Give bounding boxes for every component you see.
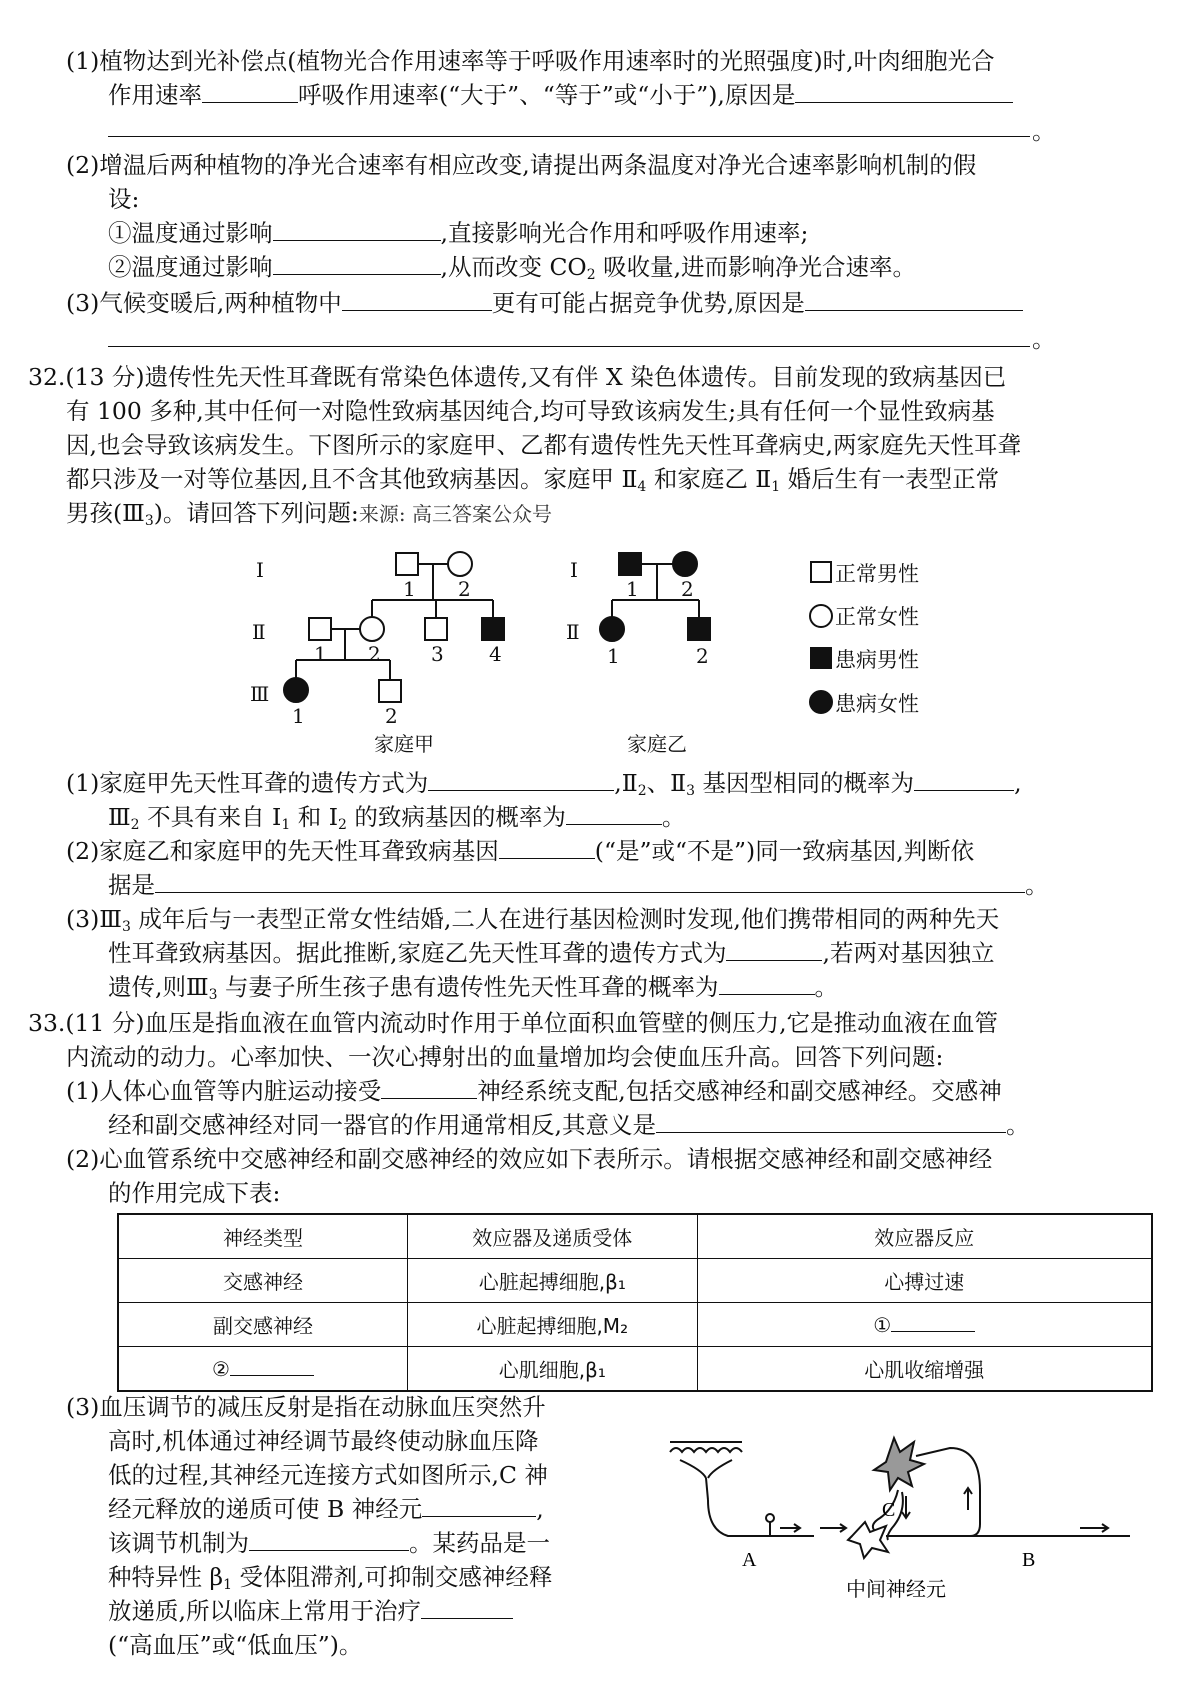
arrow-a2 xyxy=(820,1524,846,1532)
answer-blank[interactable] xyxy=(249,1528,409,1551)
answer-blank[interactable] xyxy=(656,1110,1006,1133)
q31-p1-line1: (1)植物达到光补偿点(植物光合作用速率等于呼吸作用速率时的光照强度)时,叶肉细胞光合 xyxy=(66,47,995,75)
q33-s1-a: (1)人体心血管等内脏运动接受 xyxy=(66,1077,382,1105)
gen-label-I-b: Ⅰ xyxy=(570,558,578,582)
q32-l5: 男孩(Ⅲ xyxy=(66,499,145,527)
table-row xyxy=(118,1259,1152,1303)
q32-s3-line2 xyxy=(108,936,994,970)
pedigree-num: 3 xyxy=(431,642,444,666)
period: 。 xyxy=(814,973,839,1001)
receptor-branches xyxy=(680,1460,732,1500)
q33-s3-line7 xyxy=(108,1594,513,1628)
table-header-cell: 效应器及递质受体 xyxy=(408,1214,698,1259)
subscript: 2 xyxy=(637,783,647,799)
q33-s1-b: 神经系统支配,包括交感神经和副交感神经。交感神 xyxy=(477,1077,1002,1105)
q31-p2-l4c: 吸收量,进而影响净光合速率。 xyxy=(595,253,917,281)
pedigree-num: 4 xyxy=(489,642,502,666)
table-row xyxy=(118,1303,1152,1347)
afferent-fiber xyxy=(708,1500,814,1536)
answer-blank[interactable] xyxy=(381,1076,477,1099)
arrow-a1 xyxy=(780,1524,800,1532)
arrow-b xyxy=(1080,1524,1108,1532)
q32-l4b: 和家庭乙 Ⅱ xyxy=(646,465,772,493)
q32-line1: 32.(13 分)遗传性先天性耳聋既有常染色体遗传,又有伴 X 染色体遗传。目前发现的致病基因已 xyxy=(28,363,1007,391)
answer-blank[interactable] xyxy=(155,870,1025,893)
q33-s3-line3: 低的过程,其神经元连接方式如图所示,C 神 xyxy=(108,1461,548,1489)
q32-s1-c: 、Ⅱ xyxy=(646,769,687,797)
gen-label-II: Ⅱ xyxy=(252,620,266,644)
q33-s2-line2: 的作用完成下表: xyxy=(108,1179,281,1207)
subscript: 1 xyxy=(223,1577,232,1593)
gen-label-I: Ⅰ xyxy=(256,558,264,582)
q33-s2-line1: (2)心血管系统中交感神经和副交感神经的效应如下表所示。请根据交感神经和副交感神经 xyxy=(66,1145,993,1173)
q32-l4: 都只涉及一对等位基因,且不含其他致病基因。家庭甲 Ⅱ xyxy=(66,465,638,493)
q33-s3-line4 xyxy=(108,1492,544,1526)
q32-s1-l2b: 不具有来自 Ⅰ xyxy=(139,803,282,831)
q32-s2-line2 xyxy=(108,868,1049,902)
answer-blank[interactable] xyxy=(891,1313,975,1332)
q33-s1-l2: 经和副交感神经对同一器官的作用通常相反,其意义是 xyxy=(108,1111,656,1139)
period: 。 xyxy=(1005,1111,1030,1139)
label-interneuron: 中间神经元 xyxy=(846,1577,946,1601)
gen-label-II-b: Ⅱ xyxy=(566,620,580,644)
label-a: A xyxy=(742,1549,757,1571)
subscript: 1 xyxy=(281,817,291,833)
q31-p2-line2: 设: xyxy=(108,185,140,213)
answer-blank[interactable] xyxy=(422,1494,536,1517)
interneuron xyxy=(848,1522,888,1558)
q31-period-2: 。 xyxy=(1032,325,1056,353)
subscript: 3 xyxy=(208,987,218,1003)
table-cell: 心肌细胞,β₁ xyxy=(408,1347,698,1392)
legend-affected-female-symbol xyxy=(810,691,832,713)
q31-period: 。 xyxy=(1032,117,1056,145)
answer-blank[interactable] xyxy=(230,1357,314,1376)
reflex-neuron-diagram xyxy=(650,1400,1150,1620)
q33-line2: 内流动的动力。心率加快、一次心搏射出的血量增加均会使血压升高。回答下列问题: xyxy=(66,1043,944,1071)
label-b: B xyxy=(1022,1549,1036,1571)
table-cell: 心搏过速 xyxy=(697,1259,1152,1303)
q32-s2-b: (“是”或“不是”)同一致病基因,判断依 xyxy=(594,837,975,865)
legend-normal-male: 正常男性 xyxy=(835,562,919,586)
table-cell: 心肌收缩增强 xyxy=(697,1347,1152,1392)
table-cell-answer[interactable] xyxy=(118,1347,408,1392)
q31-p3-b: 更有可能占据竞争优势,原因是 xyxy=(491,289,805,317)
legend-normal-female-symbol xyxy=(810,605,832,627)
subscript: 2 xyxy=(130,817,140,833)
marker-a xyxy=(766,1514,774,1522)
table-cell: 心脏起搏细胞,M₂ xyxy=(408,1303,698,1347)
q31-p3-a: (3)气候变暖后,两种植物中 xyxy=(66,289,342,317)
q33-line1: 33.(11 分)血压是指血液在血管内流动时作用于单位面积血管壁的侧压力,它是推动血液在血管 xyxy=(28,1009,999,1037)
q33-s1-line1 xyxy=(66,1074,1002,1108)
subscript: 1 xyxy=(771,479,781,495)
answer-blank[interactable] xyxy=(719,972,815,995)
source-note: 来源: 高三答案公众号 xyxy=(358,502,552,526)
q32-line3: 因,也会导致该病发生。下图所示的家庭甲、乙都有遗传性先天性耳聋病史,两家庭先天性耳聋 xyxy=(66,431,1021,459)
q32-l5b: )。请回答下列问题: xyxy=(153,499,359,527)
period: 。 xyxy=(1025,871,1049,899)
q31-p2-l4a: ②温度通过影响 xyxy=(108,253,273,281)
q32-l4c: 婚后生有一表型正常 xyxy=(780,465,1000,493)
pedigree-num: 1 xyxy=(626,577,639,601)
q32-s2-l2: 据是 xyxy=(108,871,155,899)
pedigree-normal-male xyxy=(425,618,447,640)
pedigree-affected-female xyxy=(673,552,697,576)
pedigree-num: 1 xyxy=(607,644,620,668)
q33-s3-line8: (“高血压”或“低血压”)。 xyxy=(108,1631,363,1659)
legend-affected-female: 患病女性 xyxy=(835,692,919,716)
pedigree-num: 2 xyxy=(385,704,398,728)
q32-s2-a: (2)家庭乙和家庭甲的先天性耳聋致病基因 xyxy=(66,837,499,865)
q32-line2: 有 100 多种,其中任何一对隐性致病基因纯合,均可导致该病发生;具有任何一个显性致病基 xyxy=(66,397,995,425)
pedigree-normal-female xyxy=(448,552,472,576)
answer-label: ② xyxy=(212,1356,230,1381)
q32-s1-d: 基因型相同的概率为 xyxy=(695,769,915,797)
q33-s3-l7: 放递质,所以临床上常用于治疗 xyxy=(108,1597,421,1625)
table-cell-answer[interactable] xyxy=(697,1303,1152,1347)
q32-s3-l3a: 遗传,则Ⅲ xyxy=(108,973,209,1001)
subscript: 3 xyxy=(121,919,131,935)
q33-s3-l5b: 。某药品是一 xyxy=(409,1529,550,1557)
family-b-label: 家庭乙 xyxy=(627,732,687,756)
q33-s3-l6b: 受体阻滞剂,可抑制交感神经释 xyxy=(231,1563,553,1591)
pedigree-normal-male xyxy=(379,680,401,702)
answer-blank[interactable] xyxy=(914,768,1014,791)
q32-s3-b: 成年后与一表型正常女性结婚,二人在进行基因检测时发现,他们携带相同的两种先天 xyxy=(130,905,1000,933)
q33-s3-l6: 种特异性 β xyxy=(108,1563,224,1591)
answer-blank[interactable] xyxy=(726,938,822,961)
pedigree-normal-male xyxy=(309,618,331,640)
pedigree-normal-male xyxy=(396,553,418,575)
label-c: C xyxy=(882,1499,896,1521)
table-header-cell: 效应器反应 xyxy=(697,1214,1152,1259)
q32-s1-l2d: 的致病基因的概率为 xyxy=(346,803,566,831)
pedigree-affected-female xyxy=(284,678,308,702)
pedigree-num: 2 xyxy=(368,642,381,666)
table-cell: 心脏起搏细胞,β₁ xyxy=(408,1259,698,1303)
q33-s3-line5 xyxy=(108,1526,550,1560)
table-cell: 副交感神经 xyxy=(118,1303,408,1347)
answer-label: ① xyxy=(873,1312,892,1337)
receptor-wave xyxy=(670,1448,742,1452)
q31-p1-text-a: 作用速率 xyxy=(108,81,202,109)
legend-normal-male-symbol xyxy=(811,562,831,582)
answer-blank[interactable] xyxy=(499,836,595,859)
table-cell: 交感神经 xyxy=(118,1259,408,1303)
pedigree-num: 2 xyxy=(696,644,709,668)
subscript: 3 xyxy=(144,513,154,529)
q31-p2-l3b: ,直接影响光合作用和呼吸作用速率; xyxy=(440,219,809,247)
gen-label-III: Ⅲ xyxy=(250,682,270,706)
legend-normal-female: 正常女性 xyxy=(835,605,919,629)
family-a-label: 家庭甲 xyxy=(374,732,434,756)
pedigree-affected-female xyxy=(600,617,624,641)
answer-blank[interactable] xyxy=(421,1596,513,1619)
period: 。 xyxy=(661,803,686,831)
q32-s1-b: ,Ⅱ xyxy=(614,769,638,797)
pedigree-affected-male xyxy=(619,553,641,575)
pedigree-affected-male xyxy=(688,618,710,640)
q33-s3-line1: (3)血压调节的减压反射是指在动脉血压突然升 xyxy=(66,1393,546,1421)
neuron-c xyxy=(874,1438,924,1490)
pedigree-num: 2 xyxy=(458,577,471,601)
pedigree-affected-male xyxy=(482,618,504,640)
subscript: 2 xyxy=(337,817,347,833)
comma: , xyxy=(1014,769,1022,797)
q31-p1-text-b: 呼吸作用速率(“大于”、“等于”或“小于”),原因是 xyxy=(298,81,796,109)
nerve-effect-table xyxy=(117,1213,1153,1392)
table-header-row xyxy=(118,1214,1152,1259)
table-header-cell: 神经类型 xyxy=(118,1214,408,1259)
q31-p2-l3a: ①温度通过影响 xyxy=(108,219,273,247)
q31-p2-l4b: ,从而改变 CO xyxy=(440,253,587,281)
q33-s3-line2: 高时,机体通过神经调节最终使动脉血压降 xyxy=(108,1427,539,1455)
arrow-up xyxy=(964,1488,972,1510)
table-row xyxy=(118,1347,1152,1392)
q31-p2-line1: (2)增温后两种植物的净光合速率有相应改变,请提出两条温度对净光合速率影响机制的假 xyxy=(66,151,977,179)
pedigree-num: 1 xyxy=(292,704,305,728)
q32-s1-l2c: 和 Ⅰ xyxy=(290,803,338,831)
subscript: 3 xyxy=(686,783,696,799)
answer-blank[interactable] xyxy=(566,802,662,825)
q32-s3-l2a: 性耳聋致病基因。据此推断,家庭乙先天性耳聋的遗传方式为 xyxy=(108,939,727,967)
q32-s2-line1 xyxy=(66,834,974,868)
q32-s1-l2a: Ⅲ xyxy=(108,803,131,831)
q33-s1-line2 xyxy=(108,1108,1029,1142)
q32-s3-l3b: 与妻子所生孩子患有遗传性先天性耳聋的概率为 xyxy=(217,973,719,1001)
legend-affected-male: 患病男性 xyxy=(835,648,919,672)
pedigree-num: 2 xyxy=(681,577,694,601)
pedigree-num: 1 xyxy=(314,642,327,666)
pedigree-num: 1 xyxy=(403,577,416,601)
q32-s1-a: (1)家庭甲先天性耳聋的遗传方式为 xyxy=(66,769,429,797)
pedigree-figure xyxy=(0,0,1200,760)
subscript: 4 xyxy=(637,479,647,495)
q32-s3-l2b: ,若两对基因独立 xyxy=(822,939,995,967)
q33-s3-l4a: 经元释放的递质可使 B 神经元 xyxy=(108,1495,423,1523)
subscript: 2 xyxy=(586,267,596,283)
pedigree-normal-female xyxy=(360,617,384,641)
answer-blank[interactable] xyxy=(428,768,614,791)
legend-affected-male-symbol xyxy=(811,648,831,668)
comma: , xyxy=(536,1495,544,1523)
q32-s3-a: (3)Ⅲ xyxy=(66,905,122,933)
q33-s3-l5a: 该调节机制为 xyxy=(108,1529,249,1557)
